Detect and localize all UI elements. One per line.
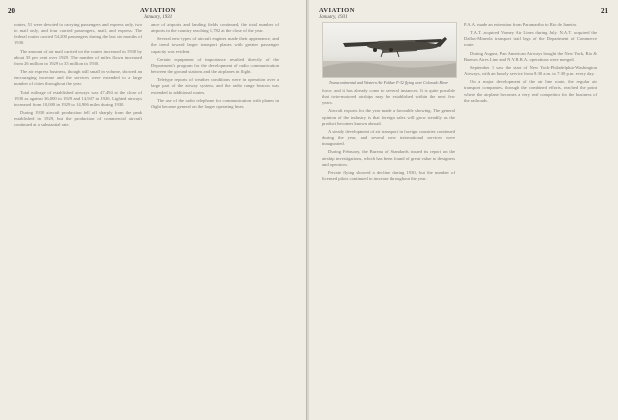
paragraph: The amount of air mail carried on the routes increased in 1930 by about 35 per cent over 1929. The number of miles flown increased from 26 million in 1929 to 35 million in 1930. [14,48,142,66]
column-1 [14,22,142,131]
column-2 [464,22,597,184]
paragraph: Certain equipment of importance resulted directly of the Department's program for the development of radio communication between the ground stations and the airplanes in flight. [151,56,279,75]
airplane-illustration [323,23,456,77]
photo-caption: Transcontinental and Western Air Fokker F-32 flying over Colorado River [328,80,449,85]
header-date: January, 1931 [143,15,173,20]
header-title: AVIATION [140,7,176,14]
running-header [128,7,188,21]
paragraph: force, and it has already come to several instances. It is quite possible that twin-motored airships may be established within the next few years. [322,88,455,106]
paragraph: routes, 51 were devoted to carrying passengers and express only, two to mail only, and four carried passengers, mail, and express. The federal routes carried 54,200 passengers during the last six months of 1930. [14,22,142,46]
paragraph: Aircraft exports for the year made a favorable showing. The general opinion of the industry is that foreign sales will grow steadily as the product becomes known abroad. [322,108,455,126]
right-page [309,0,618,420]
paragraph: During August, Pan American Airways bought the New York, Rio & Buenos Aires Line and N.Y.R.B.A. operations were merged. [464,50,597,62]
paragraph: T.A.T. acquired Varney Air Lines during July. N.A.T. acquired the Dallas-Mineola transport trail legs of the Department of Commerce route. [464,30,597,48]
left-page [0,0,307,420]
running-header [319,7,355,21]
paragraph: During 1930 aircraft production fell off sharply from the peak established in 1929, but the production of commercial aircraft continued at a substantial rate. [14,110,142,128]
column-1 [322,22,455,184]
paragraph: P.A.A. made an extension from Paramaribo to Rio de Janeiro. [464,22,578,27]
paragraph: The air express business, though still small in volume, showed an encouraging increase and the services were extended to a large number of cities throughout the year. [14,69,142,87]
paragraph: September 1 saw the start of New York-Philadelphia-Washington Airways, with an hourly service from 8:30 a.m. to 7:30 p.m. every day. [464,64,597,77]
column-2 [151,22,279,131]
text-columns [322,22,597,184]
paragraph: Total mileage of established airways was 47,494 at the close of 1930 as against 36,000 in 1929 and 14,947 in 1926. Lighted airways increased from 10,000 in 1929 to 14,906 miles during 1930. [14,89,142,107]
airplane-photo [322,22,457,78]
paragraph: Several new types of aircraft engines made their appearance, and the trend toward larger transport planes with greater passenger capacity was evident. [151,36,279,54]
text-columns [14,22,279,131]
header-title: AVIATION [319,7,355,14]
header-date: January, 1931 [319,15,348,20]
paragraph: The use of the radio telephone for communication with planes in flight became general on the larger operating lines. [151,97,279,109]
paragraph: ance of airports and landing fields continued, the total number of airports in the country reaching 1,782 at the close of the year. [151,22,279,34]
paragraph: A steady development of air transport in foreign countries continued during the year, and several new international services were inaugurated. [322,128,455,147]
page-number: 21 [601,7,608,15]
page-number: 20 [8,7,15,15]
paragraph: On a major development of the air line route, the regular air transport companies, through the combined efforts, reached the point where the airplane becomes a very real competitor for the business of the railroads. [464,79,597,103]
paragraph: During February, the Bureau of Standards issued its report on the airship investigations, which has been found of great value to designers and operators. [322,149,455,167]
paragraph: Private flying showed a decline during 1930, but the number of licensed pilots continued to increase throughout the year. [322,169,455,182]
paragraph: Teletype reports of weather conditions were in operation over a large part of the airway system, and the radio range beacon was extended to additional routes. [151,77,279,95]
